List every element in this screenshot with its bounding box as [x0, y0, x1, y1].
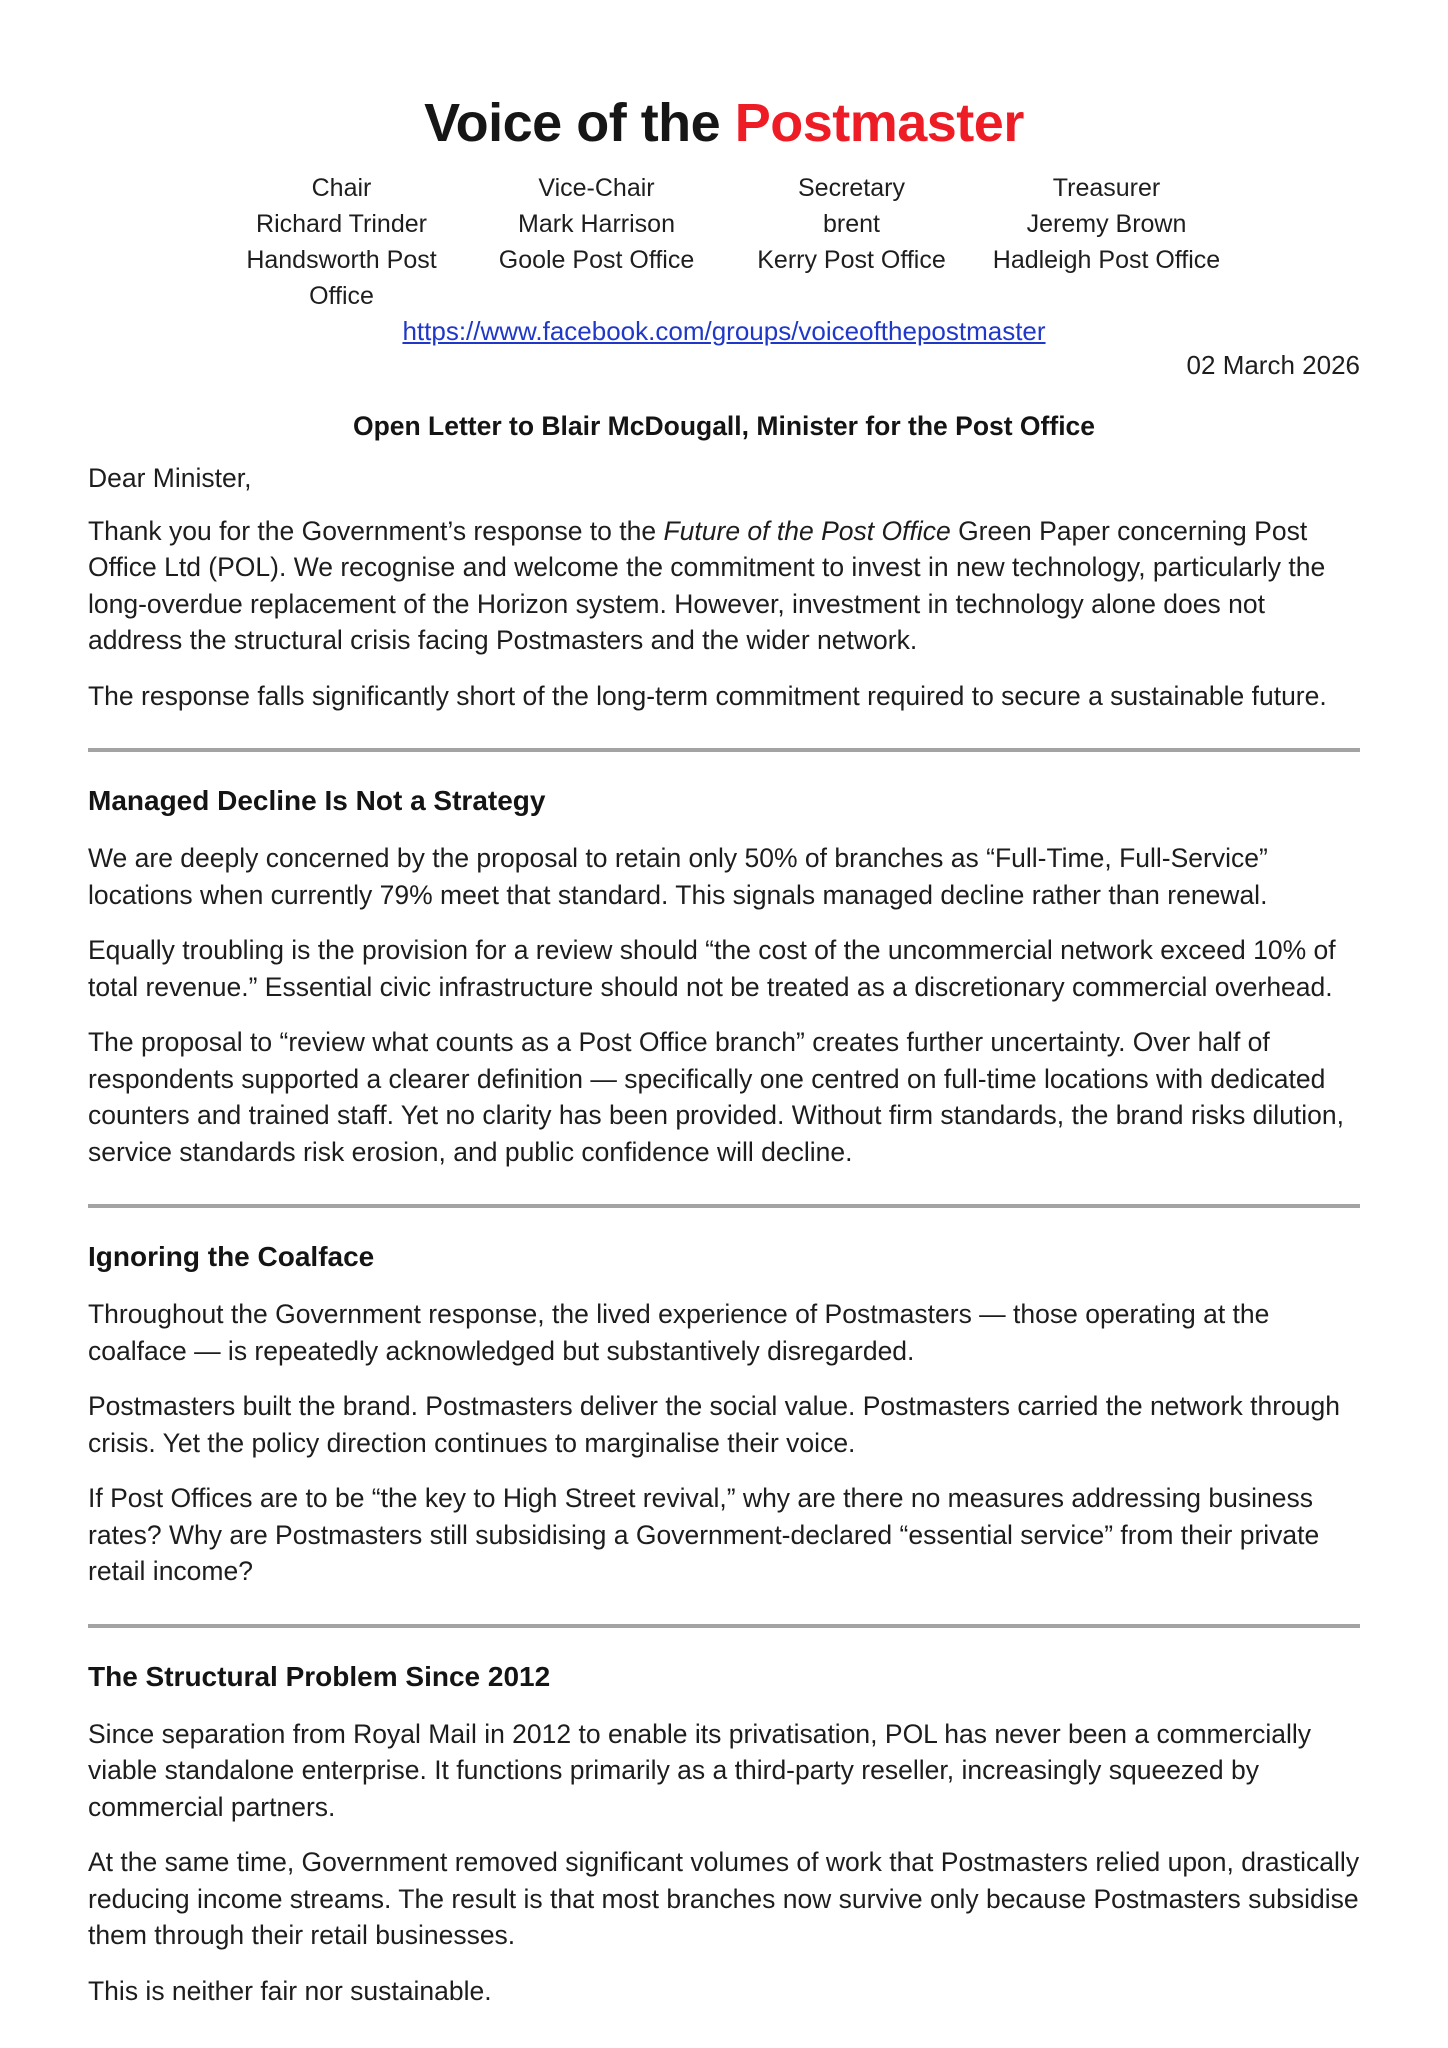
section-heading-managed-decline: Managed Decline Is Not a Strategy — [88, 785, 546, 816]
officer-role: Secretary — [798, 174, 905, 202]
officer-name: Richard Trinder — [256, 210, 427, 238]
section-divider — [88, 1204, 1360, 1208]
salutation: Dear Minister, — [88, 463, 252, 493]
officers-table — [214, 170, 1234, 314]
paragraph: If Post Offices are to be “the key to High Street revival,” why are there no measures addressing business rates? Why are Postmasters still subsidising a Government-declared “essential service” from their private retail income? — [88, 1483, 1320, 1586]
officer-office: Goole Post Office — [498, 246, 695, 274]
paragraph: Equally troubling is the provision for a review should “the cost of the uncommercial network exceed 10% of total revenue.” Essential civic infrastructure should not be treated as a discretionary commercial overhead. — [88, 935, 1336, 1002]
paragraph: We are deeply concerned by the proposal to retain only 50% of branches as “Full-Time, Full-Service” locations when currently 79% meet that standard. This signals managed decline rather than renewal. — [88, 843, 1268, 910]
officer-role: Vice-Chair — [538, 174, 655, 202]
letter-subject: Open Letter to Blair McDougall, Minister for the Post Office — [352, 411, 1096, 441]
title-accent-text: Postmaster — [734, 93, 1024, 153]
intro-p1-italic-title: Future of the Post Office — [663, 515, 951, 546]
paragraph: Throughout the Government response, the lived experience of Postmasters — those operating at the coalface — is repeatedly acknowledged but substantively disregarded. — [88, 1299, 1270, 1366]
officer-name: Mark Harrison — [518, 210, 675, 238]
letter-date: 02 March 2026 — [1186, 350, 1360, 380]
intro-paragraph-1 — [88, 513, 1360, 659]
facebook-group-link[interactable]: https://www.facebook.com/groups/voiceofthepostmaster — [402, 316, 1046, 346]
officer-column-vice-chair — [469, 170, 724, 314]
officer-office: Hadleigh Post Office — [992, 246, 1221, 274]
section-divider — [88, 748, 1360, 752]
officer-role: Treasurer — [1052, 174, 1161, 202]
intro-p1-post: Green Paper concerning Post Office Ltd (POL). We recognise and welcome the commitment to invest in new technology, particularly the long-overdue replacement of the Horizon system. However, investment in technology alone does not address the structural crisis facing Postmasters and the wider network. — [88, 515, 1326, 655]
intro-p1-pre: Thank you for the Government’s response to the — [88, 515, 664, 546]
officer-role: Chair — [311, 174, 372, 202]
officer-office: Kerry Post Office — [757, 246, 946, 274]
paragraph: This is neither fair nor sustainable. — [88, 1975, 492, 2006]
officer-name: Jeremy Brown — [1026, 210, 1187, 238]
paragraph: At the same time, Government removed significant volumes of work that Postmasters relied upon, drastically reducing income streams. The result is that most branches now survive only because Postmasters subsidise them through their retail businesses. — [88, 1847, 1360, 1950]
letter-title — [88, 92, 1360, 154]
section-heading-structural-problem: The Structural Problem Since 2012 — [88, 1660, 551, 1692]
facebook-link-row — [88, 316, 1360, 346]
section-divider — [88, 1624, 1360, 1628]
officer-column-chair — [214, 170, 469, 314]
paragraph: Postmasters built the brand. Postmasters deliver the social value. Postmasters carried the network through crisis. Yet the policy direction continues to marginalise their voice. — [88, 1391, 1340, 1458]
officer-column-treasurer — [979, 170, 1234, 314]
paragraph: The proposal to “review what counts as a Post Office branch” creates further uncertainty. Over half of respondents supported a clearer definition — specifically one centred on full-time locations with dedicated counters and trained staff. Yet no clarity has been provided. Without firm standards, the brand risks dilution, service standards risk erosion, and public confidence will decline. — [88, 1027, 1345, 1167]
section-heading-ignoring-coalface: Ignoring the Coalface — [88, 1241, 375, 1272]
officer-column-secretary — [724, 170, 979, 314]
paragraph: Since separation from Royal Mail in 2012 to enable its privatisation, POL has never been a commercially viable standalone enterprise. It functions primarily as a third-party reseller, increasingly squeezed by commercial partners. — [88, 1718, 1312, 1822]
officer-name: brent — [823, 210, 880, 238]
intro-paragraph-2: The response falls significantly short of the long-term commitment required to secure a sustainable future. — [88, 680, 1327, 711]
title-main-text: Voice of the — [424, 93, 735, 153]
officer-office: Handsworth Post Office — [246, 246, 437, 310]
